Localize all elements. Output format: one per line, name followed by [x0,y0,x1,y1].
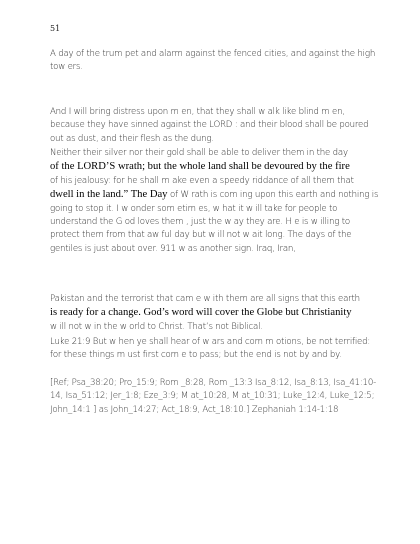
page-number: 51 [50,24,61,33]
paragraph-references: [Ref; Psa_38:20; Pro_15:9; Rom _8:28, Rom _13:3 Isa_8:12, Isa_8:13, Isa_41:10-14, Isa_51:12; Jer_1:8; Eze_3:9; M at_10:28, M at_10:31; Luke_12:4, Luke_12:5; John_14:1 ] as John_14:27; Act_18:9, Act_18:10.] Zephaniah 1:14-1:18 [50,378,376,415]
text-segment-serif: is ready for a change. God’s word will cover the Globe but Christianity [50,307,352,319]
text-segment: of his jealousy: for he shall m ake even a speedy riddance of all them that [50,175,354,186]
text-segment-serif: dwell in the land.” The Day [50,189,168,201]
text-segment: of W rath is com ing upon this earth and nothing is going to stop it. I w onder som etim es, w hat it w ill take for people to understand the G od loves them , just the w ay they are. H e is w illing to protect them from that aw ful day but w ill not w ait long. The days of the gentiles is just about over. 911 w as another sign. Iraq, Iran, [50,190,379,254]
text-segment: Neither their silver nor their gold shall be able to deliver them in the day [50,148,348,158]
text-segment: Pakistan and the terrorist that cam e w ith them are all signs that this earth [50,294,360,304]
paragraph-luke: Luke 21:9 But w hen ye shall hear of w ars and com m otions, be not terrified: for these things m ust first com e to pass; but the end is not by and by. [50,337,371,361]
paragraph-trumpet: A day of the trum pet and alarm against the fenced cities, and against the high tow ers. [50,49,376,73]
text-segment-serif: of the LORD’S wrath; but the whole land shall be devoured by the fire [50,161,350,173]
paragraph-signs [50,293,380,334]
paragraph-day-of-wrath [50,147,380,256]
paragraph-distress: And I will bring distress upon m en, that they shall w alk like blind m en, because they have sinned against the LORD : and their blood shall be poured out as dust, and their flesh as the dung. [50,107,369,144]
text-segment: w ill not w in the w orld to Christ. That’s not Biblical. [50,321,263,332]
